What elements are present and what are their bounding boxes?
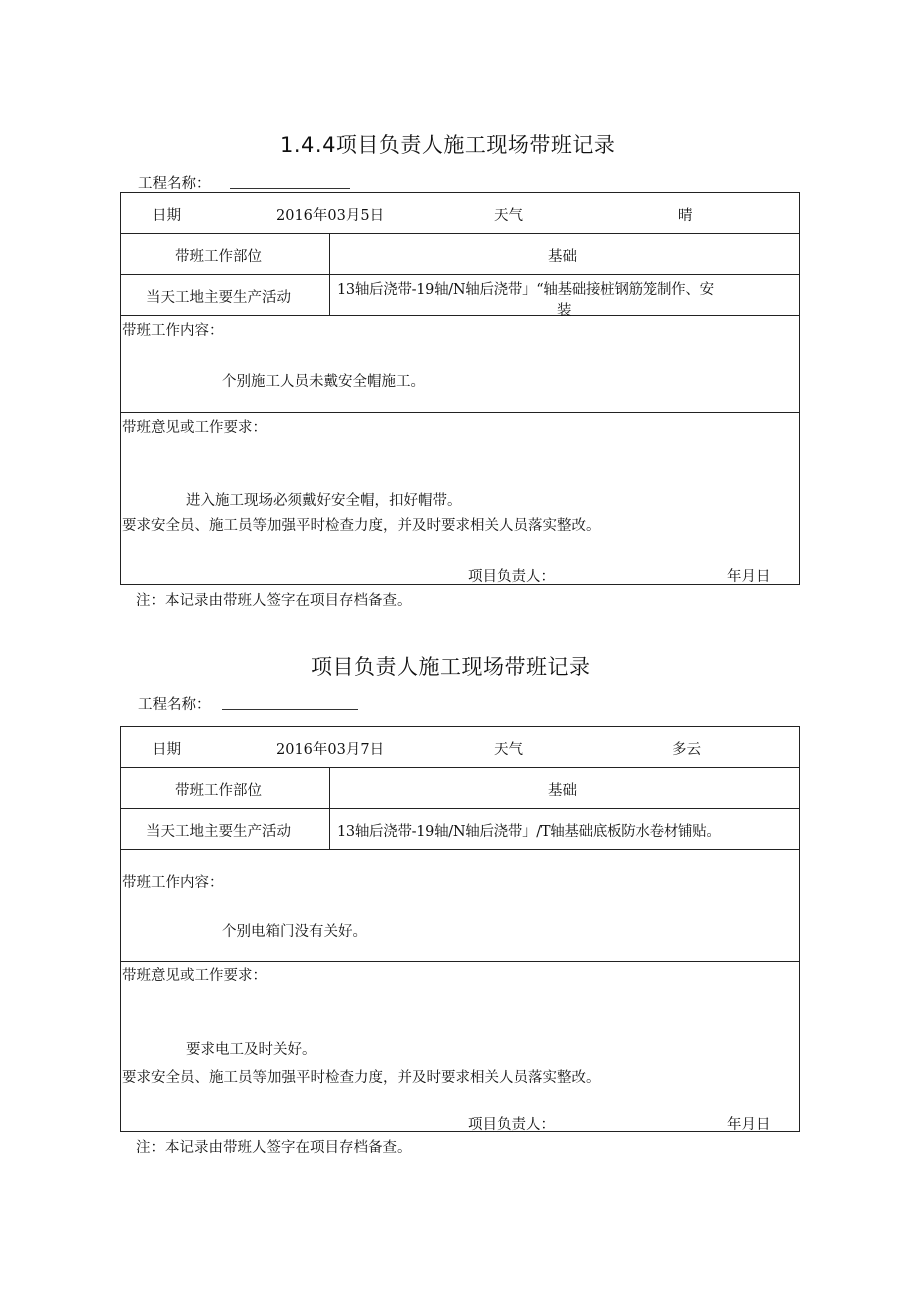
content-label: 带班工作内容： bbox=[122, 323, 224, 339]
project-name-label: 工程名称： bbox=[138, 176, 211, 192]
project-name-field[interactable] bbox=[222, 709, 358, 710]
opinion-line-2: 要求安全员、施工员等加强平时检查力度，并及时要求相关人员落实整改。 bbox=[122, 1070, 601, 1086]
activity-label: 当天工地主要生产活动 bbox=[146, 290, 291, 306]
project-name-label: 工程名称： bbox=[138, 697, 211, 713]
date-label: 日期 bbox=[152, 208, 181, 224]
opinion-label: 带班意见或工作要求： bbox=[122, 968, 267, 984]
opinion-label: 带班意见或工作要求： bbox=[122, 420, 267, 436]
date-value: 2016年03月7日 bbox=[276, 742, 385, 758]
project-name-field[interactable] bbox=[230, 188, 350, 189]
signer-label: 项目负责人： bbox=[468, 569, 555, 585]
date-sign-label: 年月日 bbox=[727, 1117, 771, 1133]
activity-label: 当天工地主要生产活动 bbox=[146, 824, 291, 840]
location-value: 基础 bbox=[548, 783, 577, 799]
content-text: 个别电箱门没有关好。 bbox=[222, 924, 367, 940]
content-label: 带班工作内容： bbox=[122, 875, 224, 891]
activity-value-continued: 装 bbox=[557, 303, 572, 319]
weather-value: 晴 bbox=[678, 208, 693, 224]
note-text: 注：本记录由带班人签字在项目存档备查。 bbox=[136, 593, 412, 609]
note-text: 注：本记录由带班人签字在项目存档备查。 bbox=[136, 1140, 412, 1156]
date-sign-label: 年月日 bbox=[727, 569, 771, 585]
location-label: 带班工作部位 bbox=[175, 249, 262, 265]
page-title: 1.4.4项目负责人施工现场带班记录 bbox=[280, 133, 616, 157]
opinion-line-2: 要求安全员、施工员等加强平时检查力度，并及时要求相关人员落实整改。 bbox=[122, 518, 601, 534]
opinion-line-1: 要求电工及时关好。 bbox=[186, 1042, 317, 1058]
weather-value: 多云 bbox=[672, 742, 701, 758]
activity-value: 13轴后浇带-19轴/N轴后浇带」“轴基础接桩钢筋笼制作、安 bbox=[337, 282, 714, 298]
opinion-line-1: 进入施工现场必须戴好安全帽，扣好帽带。 bbox=[186, 493, 462, 509]
weather-label: 天气 bbox=[494, 742, 523, 758]
date-value: 2016年03月5日 bbox=[276, 208, 385, 224]
weather-label: 天气 bbox=[494, 208, 523, 224]
date-label: 日期 bbox=[152, 742, 181, 758]
activity-value: 13轴后浇带-19轴/N轴后浇带」/T轴基础底板防水卷材铺贴。 bbox=[337, 824, 721, 840]
page-title: 项目负责人施工现场带班记录 bbox=[311, 655, 591, 679]
location-value: 基础 bbox=[548, 249, 577, 265]
signer-label: 项目负责人： bbox=[468, 1117, 555, 1133]
location-label: 带班工作部位 bbox=[175, 783, 262, 799]
content-text: 个别施工人员未戴安全帽施工。 bbox=[222, 374, 425, 390]
